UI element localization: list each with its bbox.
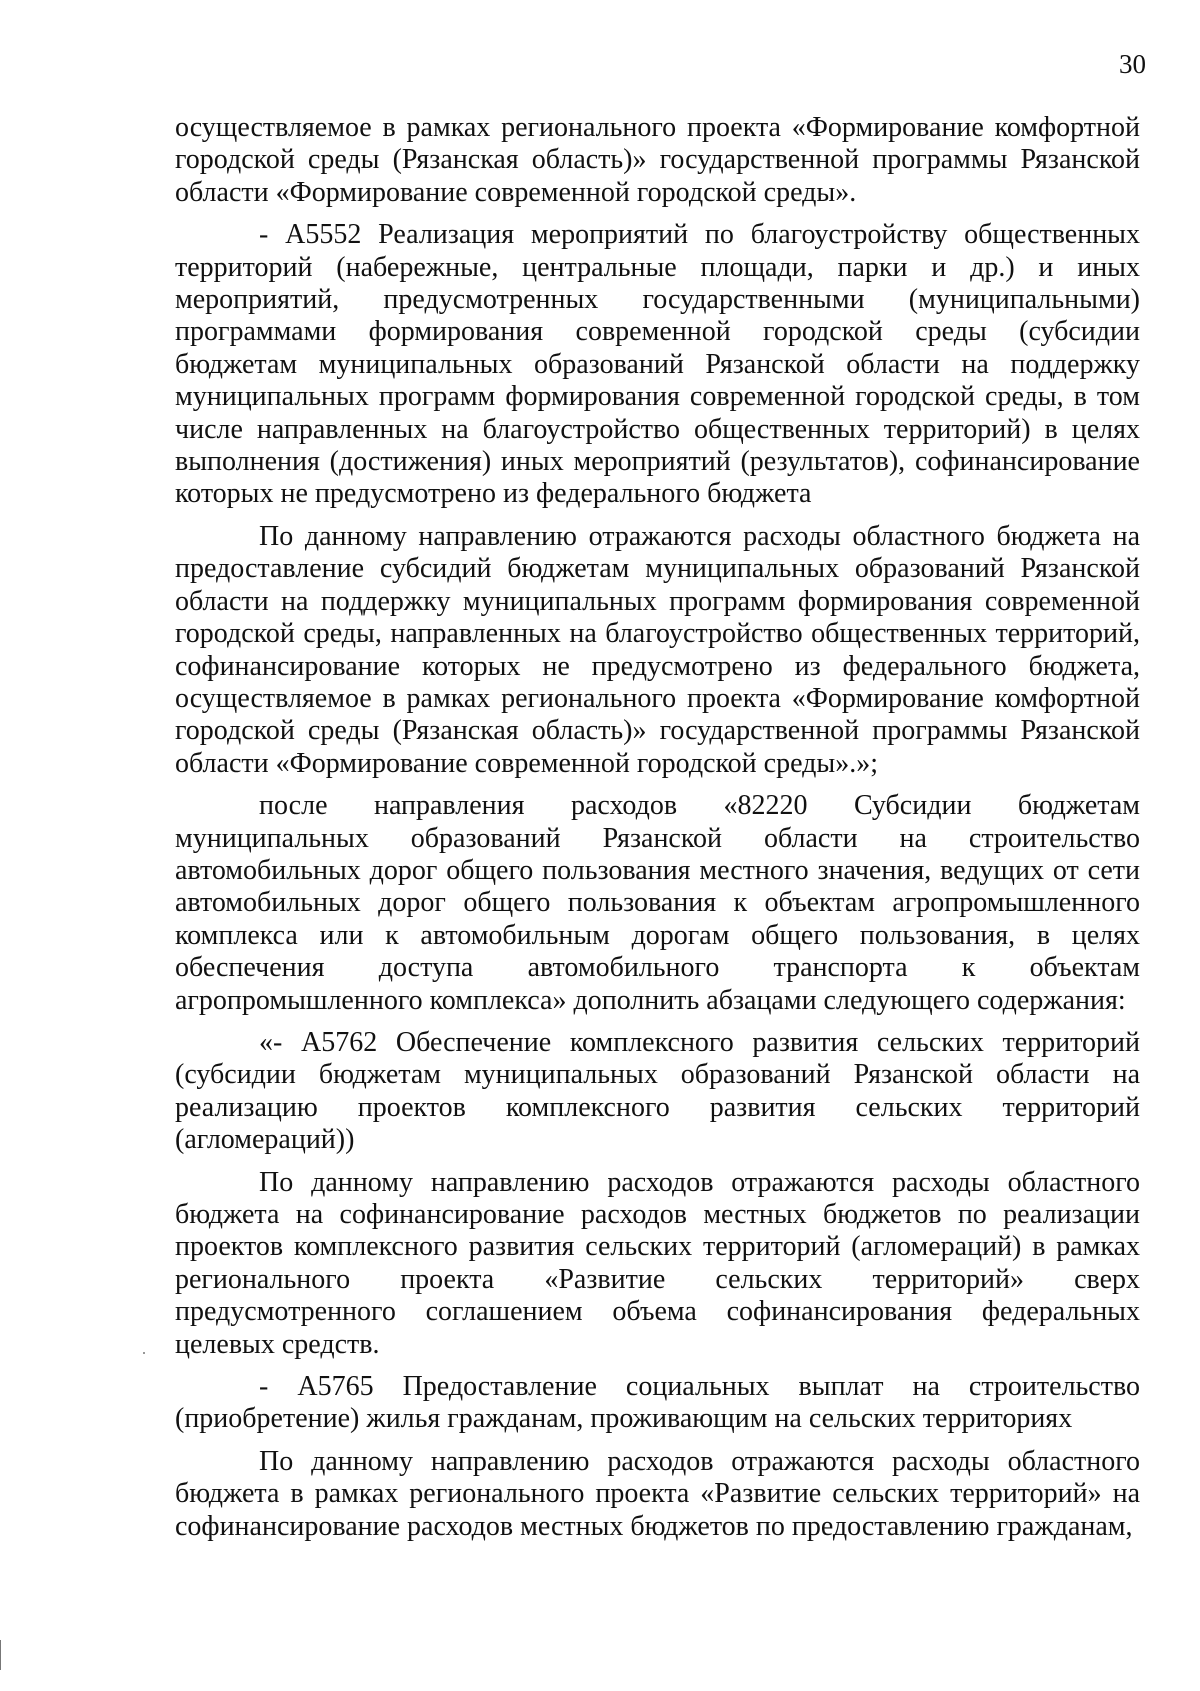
paragraph-continuation: осуществляемое в рамках регионального проекта «Формирование комфортной городской среды (Рязанская область)» государственной программы Рязанской области «Формирование современной городской среды».	[175, 112, 1140, 208]
paragraph-a5552-description: По данному направлению отражаются расходы областного бюджета на предоставление субсидий бюджетам муниципальных образований Рязанской области на поддержку муниципальных программ формирования современной городской среды, направленных на благоустройство общественных территорий, софинансирование которых не предусмотрено из федерального бюджета, осуществляемое в рамках регионального проекта «Формирование комфортной городской среды (Рязанская область)» государственной программы Рязанской области «Формирование современной городской среды».»;	[175, 520, 1140, 779]
document-body	[175, 112, 1140, 1553]
page-number: 30	[1119, 49, 1146, 79]
paragraph-a5762-description: По данному направлению расходов отражаются расходы областного бюджета на софинансирование расходов местных бюджетов по реализации проектов комплексного развития сельских территорий (агломераций) в рамках регионального проекта «Развитие сельских территорий» сверх предусмотренного соглашением объема софинансирования федеральных целевых средств.	[175, 1166, 1140, 1360]
scan-edge-mark	[0, 1640, 1, 1670]
scan-speck	[143, 1352, 145, 1354]
paragraph-a5762-heading: «- А5762 Обеспечение комплексного развития сельских территорий (субсидии бюджетам муниципальных образований Рязанской области на реализацию проектов комплексного развития сельских территорий (агломераций))	[175, 1026, 1140, 1156]
paragraph-a5552-heading: - А5552 Реализация мероприятий по благоустройству общественных территорий (набережные, центральные площади, парки и др.) и иных мероприятий, предусмотренных государственными (муниципальными) программами формирования современной городской среды (субсидии бюджетам муниципальных образований Рязанской области на поддержку муниципальных программ формирования современной городской среды, в том числе направленных на благоустройство общественных территорий) в целях выполнения (достижения) иных мероприятий (результатов), софинансирование которых не предусмотрено из федерального бюджета	[175, 219, 1140, 510]
paragraph-a5765-description: По данному направлению расходов отражаются расходы областного бюджета в рамках регионального проекта «Развитие сельских территорий» на софинансирование расходов местных бюджетов по предоставлению гражданам,	[175, 1445, 1140, 1542]
paragraph-a5765-heading: - А5765 Предоставление социальных выплат на строительство (приобретение) жилья гражданам, проживающим на сельских территориях	[175, 1371, 1140, 1435]
paragraph-insertion-instruction: после направления расходов «82220 Субсидии бюджетам муниципальных образований Рязанской области на строительство автомобильных дорог общего пользования местного значения, ведущих от сети автомобильных дорог общего пользования к объектам агропромышленного комплекса или к автомобильным дорогам общего пользования, в целях обеспечения доступа автомобильного транспорта к объектам агропромышленного комплекса» дополнить абзацами следующего содержания:	[175, 790, 1140, 1016]
